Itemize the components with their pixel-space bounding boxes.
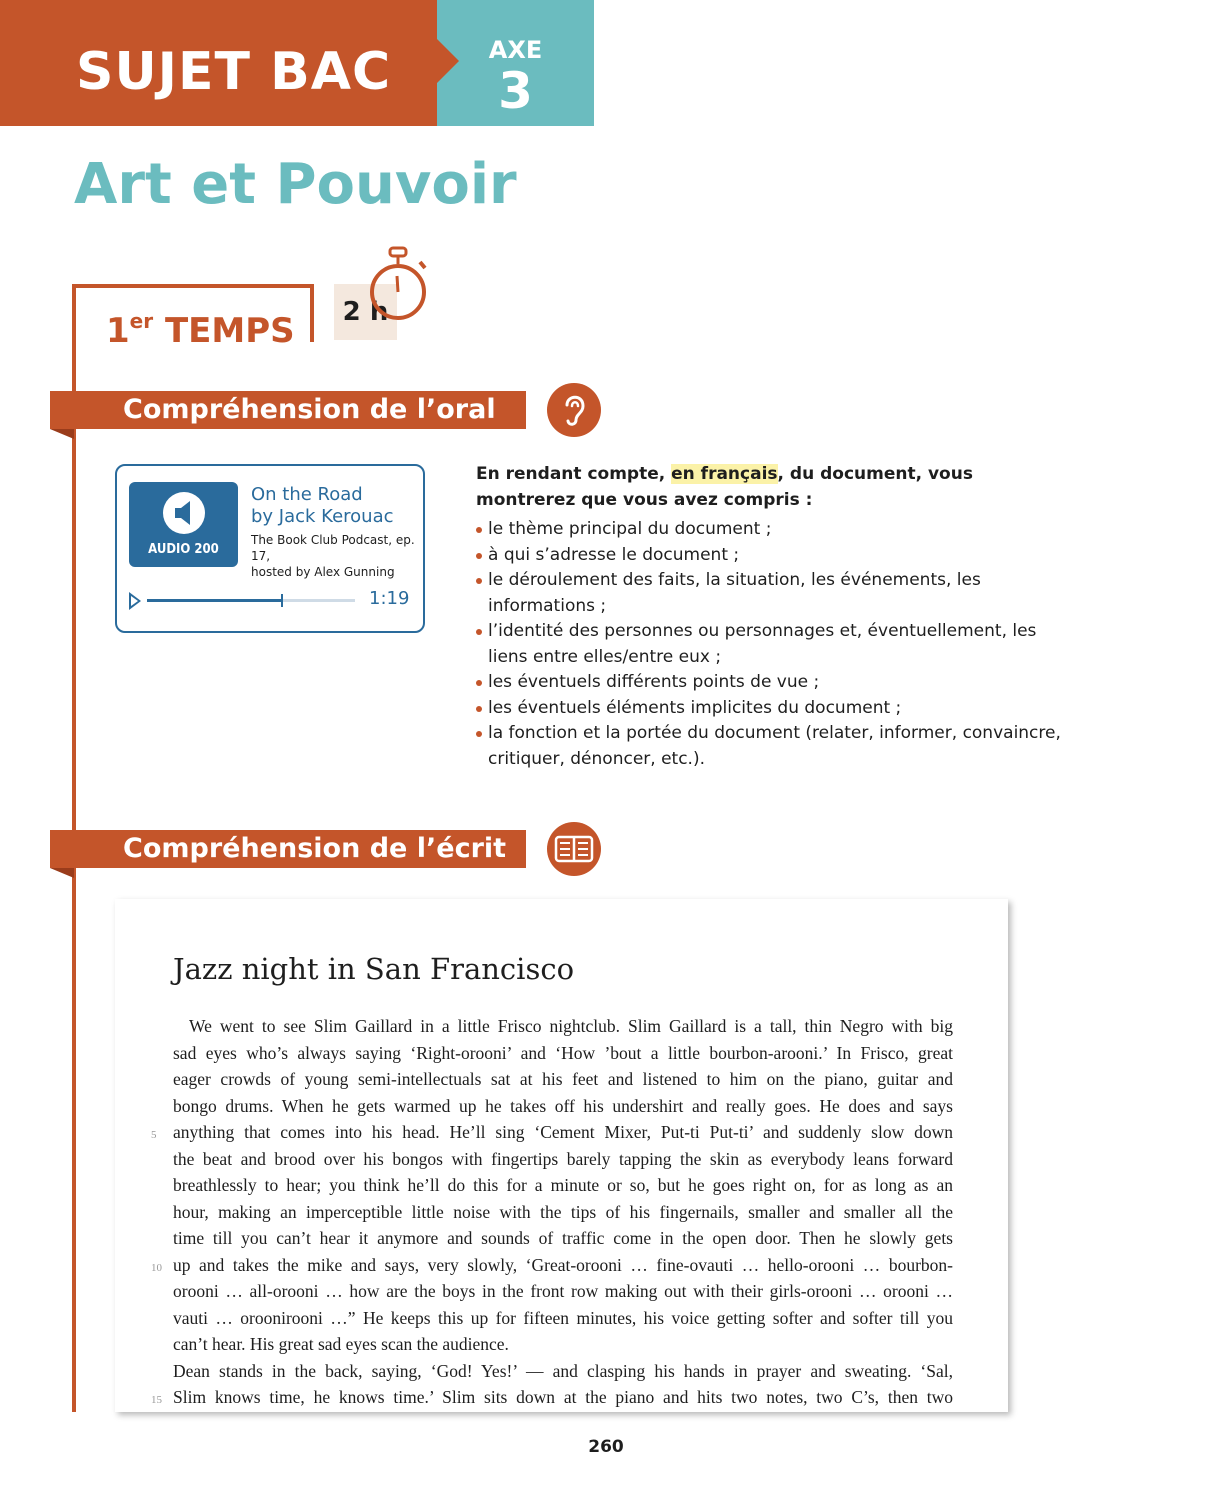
text-line: anything that comes into his head. He’ll sing ‘Cement Mixer, Put-ti Put-ti’ and suddenly slow down bbox=[173, 1122, 953, 1142]
audio-time: 1:19 bbox=[369, 588, 410, 609]
oral-section-title: Compréhension de l’oral bbox=[123, 394, 496, 425]
audio-badge-label: AUDIO 200 bbox=[148, 542, 219, 557]
instructions-intro bbox=[476, 462, 1076, 513]
intro-part1: En rendant compte, bbox=[476, 464, 672, 484]
page-number: 260 bbox=[588, 1437, 624, 1457]
criteria-list bbox=[476, 517, 1076, 772]
oral-section-header bbox=[50, 391, 526, 429]
temps-number: 1 bbox=[106, 311, 130, 351]
play-icon-inner bbox=[131, 596, 138, 606]
oral-bar-tab bbox=[50, 429, 74, 439]
audio-player bbox=[115, 464, 425, 633]
text-line: Slim knows time, he knows time.’ Slim sits down at the piano and hits two notes, two C’s, then two bbox=[173, 1387, 953, 1407]
audio-badge bbox=[129, 482, 238, 567]
text-line: Dean stands in the back, saying, ‘God! Yes!’ — and clasping his hands in prayer and sweating. ‘Sal, bbox=[173, 1360, 953, 1381]
audio-title bbox=[251, 484, 394, 528]
text-line: time till you can’t hear it anymore and sounds of traffic come in the open door. Then he slowly gets bbox=[173, 1228, 953, 1248]
list-item: le déroulement des faits, la situation, les événements, les informations ; bbox=[476, 568, 1076, 619]
text-line: sad eyes who’s always saying ‘Right-orooni’ and ‘How ’bout a little bourbon-arooni.’ In Frisco, great bbox=[173, 1042, 953, 1063]
text-line: the beat and brood over his bongos with fingertips barely tapping the skin as everybody leans forward bbox=[173, 1148, 953, 1169]
text-line: can’t hear. His great sad eyes scan the audience. bbox=[173, 1334, 509, 1354]
list-item: le thème principal du document ; bbox=[476, 517, 1076, 543]
intro-part2: , du document, vous montrerez que vous avez compris : bbox=[476, 464, 973, 510]
text-line: We went to see Slim Gaillard in a little Frisco nightclub. Slim Gaillard is a tall, thin Negro with big bbox=[189, 1016, 953, 1036]
duration-badge: 2 h bbox=[334, 284, 397, 340]
line-number: 15 bbox=[151, 1394, 162, 1406]
audio-title-line1: On the Road bbox=[251, 484, 363, 505]
audio-source-line2: hosted by Alex Gunning bbox=[251, 565, 395, 579]
book-icon bbox=[547, 822, 601, 876]
audio-source bbox=[251, 532, 423, 580]
temps-label: TEMPS bbox=[164, 311, 295, 351]
text-line: vauti … oroonirooni …” He keeps this up for fifteen minutes, his voice getting softer and softer till you bbox=[173, 1307, 953, 1328]
header-banner bbox=[0, 0, 437, 126]
text-line: bongo drums. When he gets warmed up he takes off his undershirt and really goes. He does and says bbox=[173, 1095, 953, 1116]
text-body bbox=[173, 1013, 953, 1411]
progress-bar[interactable] bbox=[147, 599, 355, 602]
text-title: Jazz night in San Francisco bbox=[173, 952, 575, 986]
axe-number: 3 bbox=[498, 62, 533, 120]
list-item: les éventuels éléments implicites du document ; bbox=[476, 696, 1076, 722]
audio-source-line1: The Book Club Podcast, ep. 17, bbox=[251, 533, 415, 563]
text-line: eager crowds of young semi-intellectuals sat at his feet and listened to him on the piano, guitar and bbox=[173, 1069, 953, 1089]
list-item: la fonction et la portée du document (relater, informer, convaincre, critiquer, dénoncer, etc.). bbox=[476, 721, 1076, 772]
oral-instructions bbox=[476, 462, 1076, 772]
ecrit-section-title: Compréhension de l’écrit bbox=[123, 833, 507, 864]
temps-heading bbox=[106, 300, 295, 352]
line-number: 5 bbox=[151, 1129, 157, 1141]
ecrit-bar-tab bbox=[50, 868, 74, 878]
list-item: à qui s’adresse le document ; bbox=[476, 543, 1076, 569]
text-line: orooni … all-orooni … how are the boys in the front row making out with their girls-orooni … orooni … bbox=[173, 1281, 953, 1301]
speaker-icon bbox=[163, 492, 205, 534]
line-number: 10 bbox=[151, 1262, 162, 1274]
stopwatch-icon bbox=[364, 246, 430, 326]
axe-label: AXE bbox=[488, 36, 543, 64]
intro-highlight: en français bbox=[671, 464, 778, 484]
temps-frame-top bbox=[72, 284, 314, 288]
audio-title-line2: by Jack Kerouac bbox=[251, 506, 394, 527]
banner-title: SUJET BAC bbox=[76, 42, 392, 102]
text-line: hour, making an imperceptible little noise with the tips of his fingernails, smaller and smaller all the bbox=[173, 1201, 953, 1222]
reading-text-card bbox=[115, 899, 1008, 1412]
temps-superscript: er bbox=[129, 309, 154, 333]
ecrit-section-header bbox=[50, 830, 526, 868]
page-title: Art et Pouvoir bbox=[74, 152, 517, 217]
temps-frame-right bbox=[310, 284, 314, 342]
progress-handle[interactable] bbox=[281, 594, 283, 607]
ear-icon bbox=[547, 383, 601, 437]
text-line: breathlessly to hear; you think he’ll do this for a minute or so, but he goes right on, for as long as an bbox=[173, 1175, 953, 1195]
list-item: l’identité des personnes ou personnages et, éventuellement, les liens entre elles/entre eux ; bbox=[476, 619, 1076, 670]
list-item: les éventuels différents points de vue ; bbox=[476, 670, 1076, 696]
text-line: up and takes the mike and says, very slowly, ‘Great-orooni … fine-ovauti … hello-orooni … bourbon- bbox=[173, 1254, 953, 1275]
progress-fill bbox=[147, 599, 282, 602]
